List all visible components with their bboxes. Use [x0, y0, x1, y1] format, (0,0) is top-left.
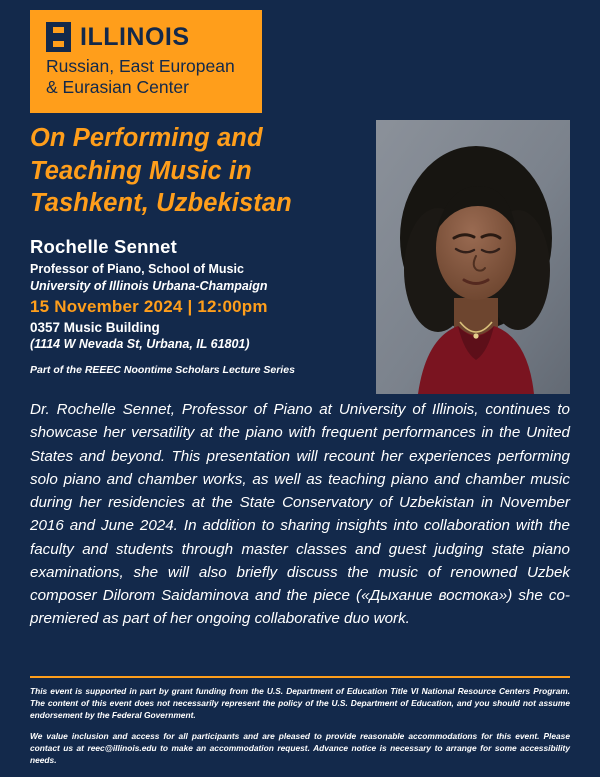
event-description: Dr. Rochelle Sennet, Professor of Piano at University of Illinois, continues to showcase her versatility at the piano with frequent performances in the United States and beyond. This presentation will recount her experiences performing solo piano and chamber works, as well as teaching piano and chamber music during her residencies at the State Conservatory of Uzbekistan in November 2016 and June 2024. In addition to sharing insights into collaboration with the faculty and students through master classes and guest judging state piano examinations, she will also briefly discuss the music of renowned Uzbek composer Dilorom Saidaminova and the piece («Дыхание востока») she co-premiered as part of her ongoing collaborative duo work.: [30, 401, 570, 628]
event-series: Part of the REEEC Noontime Scholars Lecture Series: [30, 364, 295, 376]
footer-block: [30, 686, 570, 776]
event-address: (1114 W Nevada St, Urbana, IL 61801): [30, 337, 250, 351]
institution-name: ILLINOIS: [80, 22, 190, 51]
event-venue: 0357 Music Building: [30, 320, 160, 335]
event-title: On Performing and Teaching Music in Tashkent, Uzbekistan: [30, 124, 292, 218]
funding-statement: This event is supported in part by grant funding from the U.S. Department of Education Title VI National Resource Centers Program. The content of this event does not necessarily represent the policy of the U.S. Department of Education, and you should not assume endorsement by the Federal Government.: [30, 686, 570, 720]
event-datetime: 15 November 2024 | 12:00pm: [30, 297, 268, 316]
center-name-line1: Russian, East European: [46, 56, 235, 76]
logo-row: [46, 22, 248, 52]
center-name: [46, 56, 248, 99]
speaker-portrait: [376, 120, 570, 394]
block-i-icon: [46, 22, 71, 52]
footer-divider: [30, 676, 570, 678]
speaker-name: Rochelle Sennet: [30, 236, 177, 257]
accessibility-statement: We value inclusion and access for all participants and are pleased to provide reasonable accommodations for this event. Please contact us at reec@illinois.edu to make an accommodation request. Advance notice is necessary to arrange for some accessibility needs.: [30, 730, 570, 765]
center-name-line2: & Eurasian Center: [46, 77, 189, 98]
speaker-block: [30, 236, 360, 295]
speaker-affiliation: University of Illinois Urbana-Champaign: [30, 278, 268, 293]
illinois-logo-block: [30, 10, 262, 113]
speaker-role: Professor of Piano, School of Music: [30, 262, 244, 276]
